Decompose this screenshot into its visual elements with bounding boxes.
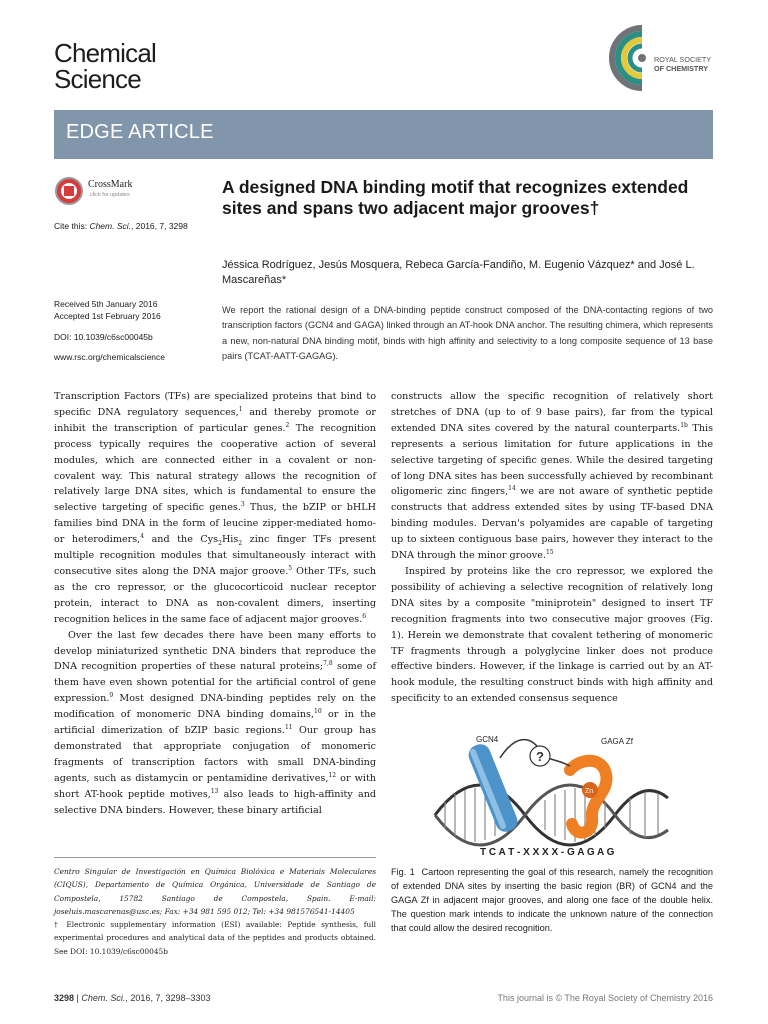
section-label: EDGE ARTICLE [66, 121, 214, 143]
cite-prefix: Cite this: [54, 221, 90, 231]
journal-title [54, 40, 156, 92]
rsc-logo-line2: OF CHEMISTRY [654, 64, 709, 73]
body-column-left [54, 389, 376, 818]
cite-journal: Chem. Sci. [89, 221, 132, 231]
body-paragraph: Transcription Factors (TFs) are specialized proteins that bind to specific DNA regulatory sequences,$^1$ and thereby promote or inhibit the transcription of particular genes.$^2$ The recognition process typically requires the cooperative action of several modules, which are connected either in a covalent or non-covalent way. This natural strategy allows the recognition of relatively large DNA sites, which is fundamental to ensure the selective targeting of specific genes.$^3$ Thus, the bZIP or bHLH families bind DNA in the form of leucine zipper-mediated homo- or heterodimers,$^4$ and the Cys$_2$His$_2$ zinc finger TFs present multiple recognition modules that simultaneously interact with consecutive sites along the DNA major groove.$^5$ Other TFs, such as the cro repressor, or the glucocorticoid nuclear receptor protein, interact to DNA as non-covalent dimers, inserting recognition helices in the same face of adjacent major grooves.$^6$ [54, 391, 377, 625]
dna-helix-icon [435, 785, 668, 845]
cite-line [54, 221, 188, 231]
figure-caption [391, 866, 713, 936]
journal-title-line1: Chemical [54, 38, 156, 68]
ref-marker: 6 [362, 612, 367, 620]
gcn4-helix-icon [466, 741, 521, 835]
section-band [54, 110, 713, 159]
body-paragraph: Inspired by proteins like the cro repressor, we explored the possibility of achieving a selective recognition of relatively long DNA sites by a composite "miniprotein" designed to insert TF recognition fragments into two consecutive major grooves (Fig. 1). Herein we demonstrate that covalent tethering of monomeric TF fragments through a polyglycine linker does not produce effective binders. However, if the linkage is carried out by an AT-hook module, the resulting construct binds with high affinity and specificity to an extended consensus sequence [391, 565, 713, 705]
figure-sequence: T C A T - X X X X - G A G A G [480, 847, 615, 858]
cite-rest: , 2016, 7, 3298 [131, 221, 188, 231]
figure-label-gaga: GAGA Zf [601, 737, 634, 746]
ref-marker: 3 [240, 501, 245, 509]
page-number: 3298 [54, 993, 75, 1003]
affiliation-footnote: Centro Singular de Investigación en Química Biolóxica e Materiais Moleculares (CIQUS), Departamento de Química Orgánica, Universidade de Santiago de Compostela, 15782 Santiago de Compostela, Spain. E-mail: joseluis.mascarenas@usc.es; Fax: +34 981 595 012; Tel: +34 981576541-14405 [54, 867, 376, 917]
figure-question-mark: ? [536, 749, 544, 764]
ref-marker: 12 [328, 771, 337, 779]
ref-marker: 4 [140, 532, 145, 540]
ref-marker: 1b [680, 421, 688, 429]
esi-footnote: † Electronic supplementary information (ESI) available: Peptide synthesis, full experimental procedures and analytical data of the peptides and products obtained. See DOI: 10.1039/c6sc00045b [54, 920, 376, 956]
abstract: We report the rational design of a DNA-binding peptide construct composed of the DNA-contacting regions of two transcription factors (GCN4 and GAGA) linked through an AT-hook DNA anchor. The resulting chimera, which represents a new, non-natural DNA binding motif, binds with high affinity and selectivity to a long composite sequence of 13 base pairs (TCAT-AATT-GAGAG). [222, 305, 713, 362]
footer-left: 3298 | Chem. Sci., 2016, 7, 3298–3303 [54, 993, 211, 1003]
footnote-rule [54, 857, 376, 858]
crossmark-icon [54, 176, 84, 206]
ref-marker: 11 [284, 723, 293, 731]
footer-copyright: This journal is © The Royal Society of Chemistry 2016 [497, 993, 713, 1003]
body-paragraph: constructs allow the specific recognition of relatively short stretches of DNA (up to of 9 base pairs), far from the typical extended DNA sites covered by the natural counterparts.$^{1b}$ This represents a serious limitation for future applications in the selective targeting of specific genes. While the desired targeting of long DNA sites has been successfully achieved by recombinant oligomeric zinc fingers,$^{14}$ we are not aware of synthetic peptide constructs that address extended sites by using TF-based DNA binding modules. Dervan's polyamides are capable of targeting up to sixteen contiguous base pairs, however they interact to the DNA through the minor groove.$^{15}$ [391, 391, 713, 562]
ref-marker: 10 [314, 707, 322, 715]
caption-label: Fig. 1 [391, 867, 415, 877]
ref-marker: 14 [508, 485, 516, 493]
ref-marker: 7,8 [323, 660, 333, 668]
article-title: A designed DNA binding motif that recognizes extended sites and spans two adjacent major grooves† [222, 177, 689, 218]
ref-marker: 9 [109, 692, 114, 700]
figure-label-gcn4: GCN4 [476, 735, 499, 744]
rsc-emblem-icon [612, 28, 646, 88]
received-date: Received 5th January 2016 [54, 299, 158, 309]
footer-journal: Chem. Sci. [81, 993, 126, 1003]
body-paragraph: Over the last few decades there have been many efforts to develop miniaturized synthetic DNA binders that reproduce the DNA recognition properties of these natural proteins;$^{7,8}$ some of them have even shown potential for the artificial control of gene expression.$^9$ Most designed DNA-binding peptides rely on the modification of monomeric DNA binding domains,$^{10}$ or in the artificial dimerization of bZIP basic regions.$^{11}$ Our group has demonstrated that appropriate conjugation of monomeric fragments of transcription factors with small DNA-binding agents, such as distamycin or pentamidine derivatives,$^{12}$ or with short AT-hook peptide motives,$^{13}$ also leads to high-affinity and selective DNA binders. However, these binary artificial [54, 629, 377, 816]
figure-1 [430, 730, 670, 860]
crossmark-sub: click for updates [90, 192, 130, 198]
doi[interactable]: DOI: 10.1039/c6sc00045b [54, 332, 153, 342]
ref-marker: 5 [288, 564, 293, 572]
journal-url[interactable]: www.rsc.org/chemicalscience [54, 352, 166, 362]
body-column-right [391, 389, 713, 707]
rsc-logo [606, 20, 726, 95]
rsc-logo-line1: ROYAL SOCIETY [654, 55, 712, 64]
ref-marker: 1 [238, 405, 243, 413]
ref-marker: 13 [210, 787, 219, 795]
ref-marker: 15 [545, 548, 554, 556]
author-list: Jéssica Rodríguez, Jesús Mosquera, Rebeca García-Fandiño, M. Eugenio Vázquez* and José L. Mascareñas* [222, 259, 695, 286]
journal-title-line2: Science [54, 64, 141, 94]
crossmark-name: CrossMark [88, 179, 133, 190]
ref-marker: 2 [285, 421, 290, 429]
footer-citation: , 2016, 7, 3298–3303 [125, 993, 211, 1003]
accepted-date: Accepted 1st February 2016 [54, 311, 161, 321]
caption-text: Cartoon representing the goal of this research, namely the recognition of extended DNA sites by inserting the basic region (BR) of GCN4 and the GAGA Zf in adjacent major grooves, and along one face of the double helix. The question mark intends to indicate the unknown nature of the connection that could allow the desired recognition. [391, 867, 713, 933]
zinc-label: Zn [585, 788, 594, 795]
crossmark-badge[interactable] [54, 176, 154, 206]
